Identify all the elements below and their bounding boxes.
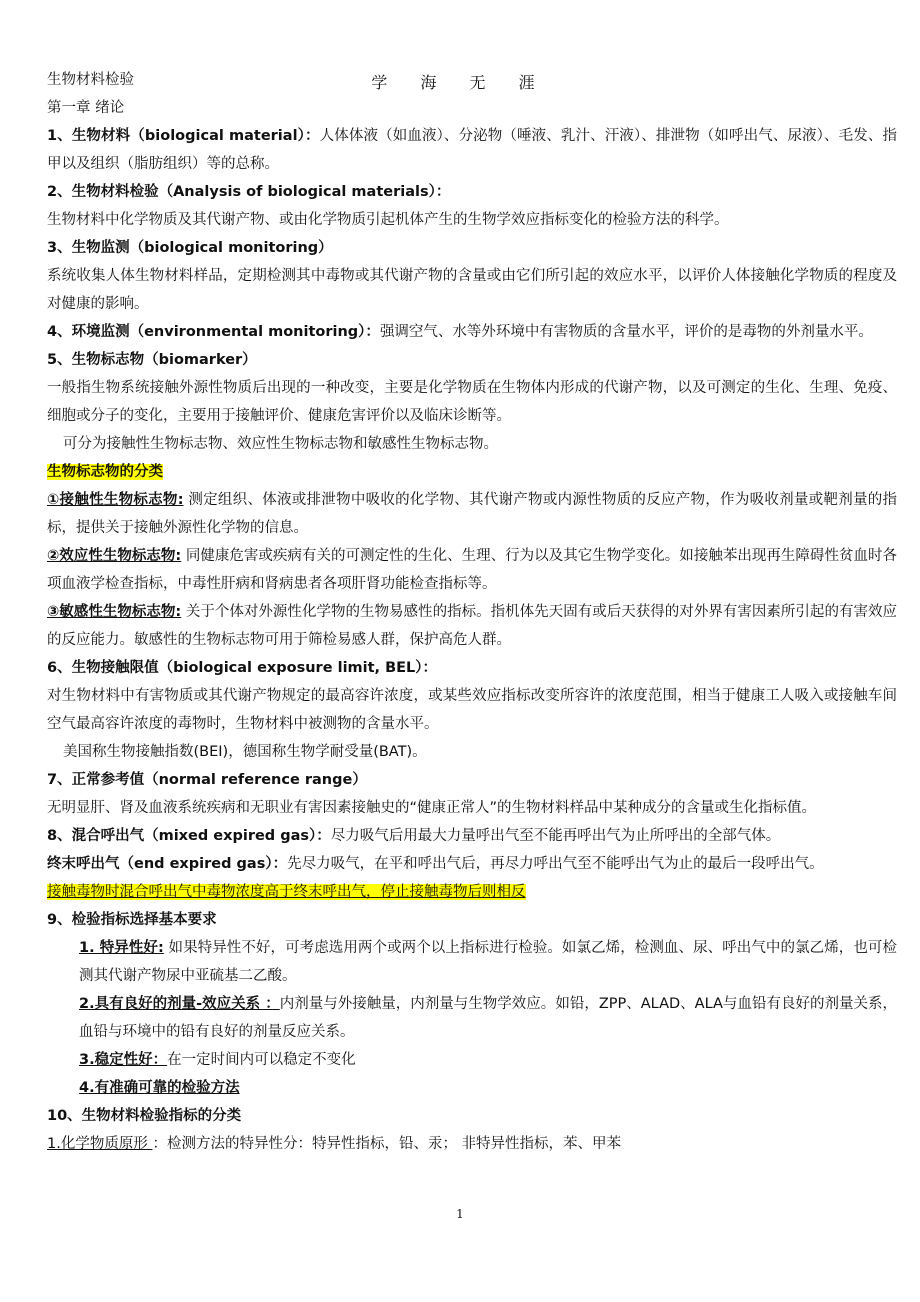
requirement-2 bbox=[47, 990, 897, 1046]
chapter-title: 第一章 绪论 bbox=[47, 100, 125, 116]
section-10-heading: 10、生物材料检验指标的分类 bbox=[47, 1108, 242, 1124]
section-2-text: 生物材料中化学物质及其代谢产物、或由化学物质引起机体产生的生物学效应指标变化的检验方法的科学。 bbox=[47, 212, 729, 228]
requirement-2-heading: 2.具有良好的剂量-效应关系 ： bbox=[79, 996, 280, 1012]
section-1-heading: 1、生物材料（biological material）： bbox=[47, 128, 320, 144]
section-4-heading: 4、环境监测（environmental monitoring）： bbox=[47, 324, 380, 340]
class-item-2 bbox=[47, 542, 897, 598]
class-item-3-text: 关于个体对外源性化学物的生物易感性的指标。指机体先天固有或后天获得的对外界有害因素所引起的有害效应的反应能力。敏感性的生物标志物可用于筛检易感人群，保护高危人群。 bbox=[47, 604, 897, 648]
section-10-item-1 bbox=[47, 1130, 897, 1158]
class-item-1-text: 测定组织、体液或排泄物中吸收的化学物、其代谢产物或内源性物质的反应产物，作为吸收剂量或靶剂量的指标，提供关于接触外源性化学物的信息。 bbox=[47, 492, 897, 536]
section-1-text: 人体体液（如血液）、分泌物（唾液、乳汁、汗液）、排泄物（如呼出气、尿液）、毛发、指甲以及组织（脂肪组织）等的总称。 bbox=[47, 128, 897, 172]
section-8b bbox=[47, 850, 897, 878]
section-6-text: 对生物材料中有害物质或其代谢产物规定的最高容许浓度，或某些效应指标改变所容许的浓度范围，相当于健康工人吸入或接触车间空气最高容许浓度的毒物时，生物材料中被测物的含量水平。 bbox=[47, 688, 897, 732]
class-item-3 bbox=[47, 598, 897, 654]
section-1 bbox=[47, 122, 897, 178]
section-8-text: 尽力吸气后用最大力量呼出气至不能再呼出气为止所呼出的全部气体。 bbox=[330, 828, 781, 844]
requirement-1 bbox=[47, 934, 897, 990]
section-10-text: ：检测方法的特异性分：特异性指标，铅、汞； 非特异性指标，苯、甲苯 bbox=[152, 1136, 622, 1152]
section-10-subheading: 1.化学物质原形 bbox=[47, 1136, 153, 1152]
requirement-1-text: 如果特异性不好，可考虑选用两个或两个以上指标进行检验。如氯乙烯，检测血、尿、呼出气中的氯乙烯，也可检测其代谢产物尿中亚硫基二乙酸。 bbox=[79, 940, 897, 984]
section-6-heading: 6、生物接触限值（biological exposure limit, BEL）： bbox=[47, 660, 438, 676]
section-3-text: 系统收集人体生物材料样品，定期检测其中毒物或其代谢产物的含量或由它们所引起的效应水平，以评价人体接触化学物质的程度及对健康的影响。 bbox=[47, 268, 897, 312]
section-4-text: 强调空气、水等外环境中有害物质的含量水平，评价的是毒物的外剂量水平。 bbox=[379, 324, 873, 340]
section-2-heading: 2、生物材料检验（Analysis of biological materials）： bbox=[47, 184, 451, 200]
class-item-2-text: 同健康危害或疾病有关的可测定性的生化、生理、行为以及其它生物学变化。如接触苯出现再生障碍性贫血时各项血液学检查指标，中毒性肝病和肾病患者各项肝肾功能检查指标等。 bbox=[47, 548, 897, 592]
section-5-text: 一般指生物系统接触外源性物质后出现的一种改变，主要是化学物质在生物体内形成的代谢产物，以及可测定的生化、生理、免疫、细胞或分子的变化，主要用于接触评价、健康危害评价以及临床诊断等。 bbox=[47, 380, 897, 424]
section-7-text: 无明显肝、肾及血液系统疾病和无职业有害因素接触史的“健康正常人”的生物材料样品中某种成分的含量或生化指标值。 bbox=[47, 800, 817, 816]
class-item-1 bbox=[47, 486, 897, 542]
requirement-3 bbox=[47, 1046, 897, 1074]
section-5-text-2: 可分为接触性生物标志物、效应性生物标志物和敏感性生物标志物。 bbox=[63, 436, 498, 452]
doc-title: 生物材料检验 bbox=[47, 72, 134, 88]
section-8 bbox=[47, 822, 897, 850]
page-header: 学 海 无 涯 bbox=[371, 73, 549, 92]
section-9-heading: 9、检验指标选择基本要求 bbox=[47, 912, 217, 928]
requirement-3-heading: 3.稳定性好： bbox=[79, 1052, 168, 1068]
section-8b-heading: 终末呼出气（end expired gas）： bbox=[47, 856, 288, 872]
section-4 bbox=[47, 318, 897, 346]
section-7-heading: 7、正常参考值（normal reference range） bbox=[47, 772, 367, 788]
section-5-heading: 5、生物标志物（biomarker） bbox=[47, 352, 257, 368]
requirement-4 bbox=[47, 1074, 897, 1102]
class-item-2-heading: ②效应性生物标志物: bbox=[47, 548, 182, 564]
section-3-heading: 3、生物监测（biological monitoring） bbox=[47, 240, 333, 256]
document-body bbox=[47, 66, 897, 1158]
classification-heading: 生物标志物的分类 bbox=[47, 464, 163, 480]
section-8-heading: 8、混合呼出气（mixed expired gas）： bbox=[47, 828, 331, 844]
section-6-text-2: 美国称生物接触指数(BEI)，德国称生物学耐受量(BAT)。 bbox=[63, 744, 427, 760]
requirement-4-heading: 4.有准确可靠的检验方法 bbox=[79, 1080, 240, 1096]
class-item-3-heading: ③敏感性生物标志物: bbox=[47, 604, 182, 620]
page-number: 1 bbox=[456, 1207, 464, 1221]
requirement-2-text: 内剂量与外接触量，内剂量与生物学效应。如铅，ZPP、ALAD、ALA与血铅有良好的剂量关系，血铅与环境中的铅有良好的剂量反应关系。 bbox=[79, 996, 897, 1040]
section-8b-text: 先尽力吸气，在平和呼出气后，再尽力呼出气至不能呼出气为止的最后一段呼出气。 bbox=[287, 856, 824, 872]
class-item-1-heading: ①接触性生物标志物: bbox=[47, 492, 184, 508]
requirement-3-text: 在一定时间内可以稳定不变化 bbox=[167, 1052, 356, 1068]
section-8-note: 接触毒物时混合呼出气中毒物浓度高于终末呼出气，停止接触毒物后则相反 bbox=[47, 884, 526, 900]
requirement-1-heading: 1. 特异性好: bbox=[79, 940, 164, 956]
